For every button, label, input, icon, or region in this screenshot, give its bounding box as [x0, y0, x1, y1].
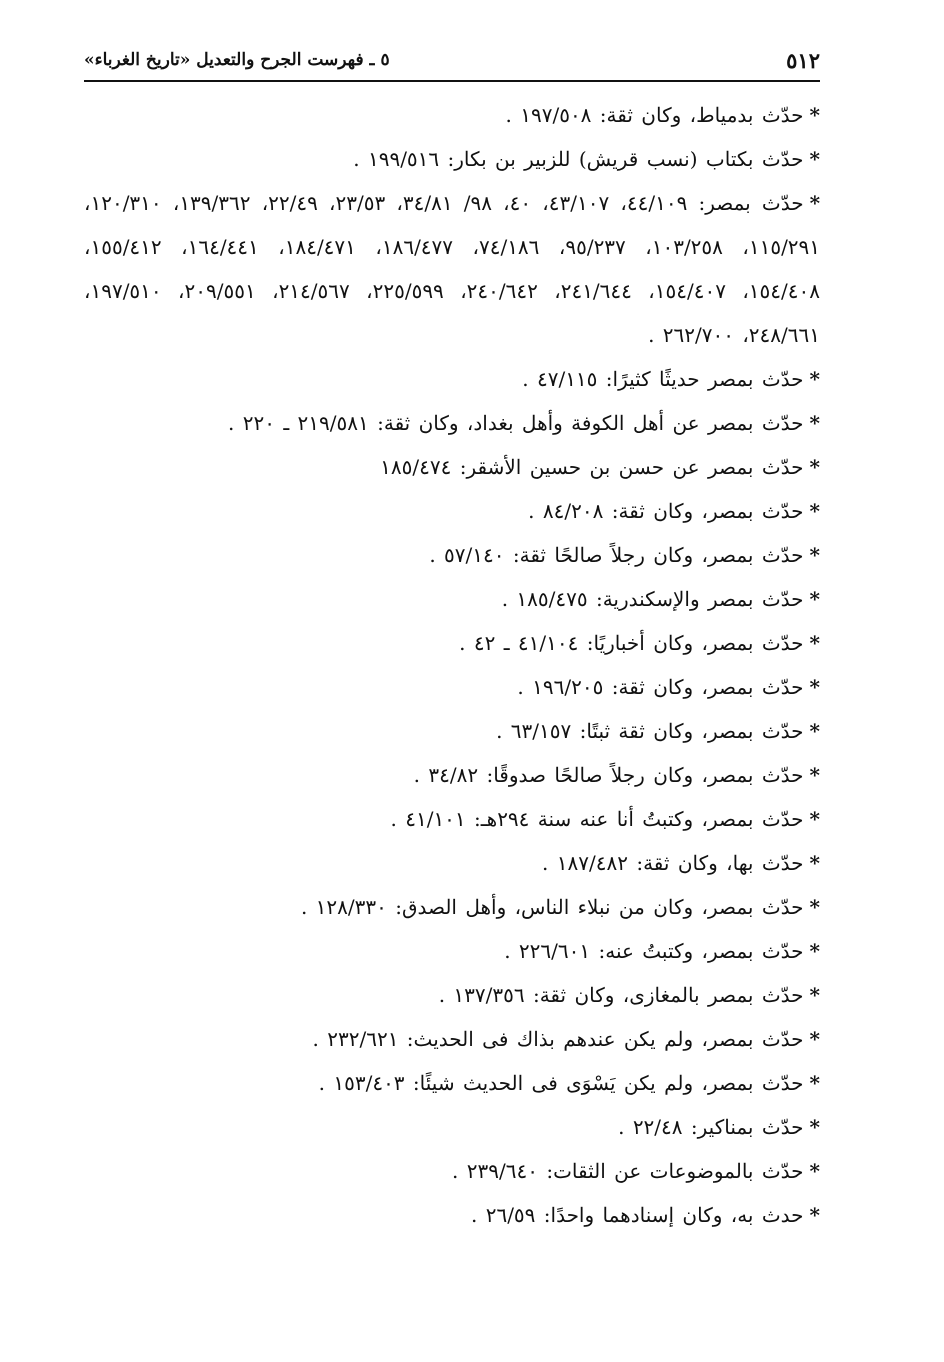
entry-text: حدّث بالموضوعات عن الثقات: ٢٣٩/٦٤٠ .	[452, 1159, 804, 1183]
index-entry	[84, 885, 820, 929]
page-header	[84, 40, 820, 80]
index-entry	[84, 1105, 820, 1149]
asterisk-bullet-icon: *	[809, 631, 820, 655]
asterisk-bullet-icon: *	[809, 147, 820, 171]
entry-text: حدّث بمصر، وكان ثقة ثبتًا: ٦٣/١٥٧ .	[496, 719, 804, 743]
asterisk-bullet-icon: *	[809, 455, 820, 479]
asterisk-bullet-icon: *	[809, 895, 820, 919]
index-entry	[84, 665, 820, 709]
entry-text: حدّث بكتاب (نسب قريش) للزبير بن بكار: ١٩٩/٥١٦ .	[353, 147, 804, 171]
asterisk-bullet-icon: *	[809, 1203, 820, 1227]
index-entry	[84, 401, 820, 445]
asterisk-bullet-icon: *	[809, 1071, 820, 1095]
entry-text: حدّث بمصر، وكتبتُ عنه: ٢٢٦/٦٠١ .	[504, 939, 804, 963]
entry-text: حدّث بمصر، وكان ثقة: ٨٤/٢٠٨ .	[528, 499, 804, 523]
asterisk-bullet-icon: *	[809, 411, 820, 435]
asterisk-bullet-icon: *	[809, 807, 820, 831]
entry-text: حدّث بمصر عن حسن بن حسين الأشقر: ١٨٥/٤٧٤	[380, 455, 804, 479]
entry-text: حدّث بمصر بالمغازى، وكان ثقة: ١٣٧/٣٥٦ .	[438, 983, 804, 1007]
index-entry	[84, 445, 820, 489]
entry-text: حدّث بمصر، ولم يكن عندهم بذاك فى الحديث: ٢٣٢/٦٢١ .	[312, 1027, 804, 1051]
entry-text: حدّث بمصر، وكان رجلاً صالحًا صدوقًا: ٣٤/٨٢ .	[413, 763, 804, 787]
entry-text: حدّث بمصر: ٤٤/١٠٩، ٤٣/١٠٧، ٤٠، ٩٨/ ٣٤/٨١، ٢٣/٥٣، ٢٢/٤٩، ١٣٩/٣٦٢، ١٢٠/٣١٠، ١١٥/٢٩١، ١٠٣/٢٥٨، ٩٥/٢٣٧، ٧٤/١٨٦، ١٨٦/٤٧٧، ١٨٤/٤٧١، ١٦٤/٤٤١، ١٥٥/٤١٢، ١٥٤/٤٠٨، ١٥٤/٤٠٧، ٢٤١/٦٤٤، ٢٤٠/٦٤٢، ٢٢٥/٥٩٩، ٢١٤/٥٦٧، ٢٠٩/٥٥١، ١٩٧/٥١٠، ٢٤٨/٦٦١، ٢٦٢/٧٠٠ .	[84, 191, 821, 347]
entry-text: حدّث بمناكير: ٢٢/٤٨ .	[618, 1115, 804, 1139]
index-entry	[84, 357, 820, 401]
index-entry	[84, 489, 820, 533]
index-entry	[84, 841, 820, 885]
entry-text: حدّث بمصر، وكان من نبلاء الناس، وأهل الصدق: ١٢٨/٣٣٠ .	[300, 895, 804, 919]
index-entry	[84, 709, 820, 753]
asterisk-bullet-icon: *	[809, 499, 820, 523]
entry-text: حدّث بمصر، وكتبتُ أنا عنه سنة ٢٩٤هـ: ٤١/١٠١ .	[390, 807, 804, 831]
index-entry	[84, 577, 820, 621]
entry-text: حدّث بمصر حديثًا كثيرًا: ٤٧/١١٥ .	[522, 367, 804, 391]
index-entry	[84, 929, 820, 973]
asterisk-bullet-icon: *	[809, 587, 820, 611]
page-number: ٥١٢	[786, 47, 820, 73]
index-entry	[84, 973, 820, 1017]
asterisk-bullet-icon: *	[809, 191, 821, 215]
index-entry	[84, 533, 820, 577]
asterisk-bullet-icon: *	[809, 1027, 820, 1051]
entry-text: حدّث بمصر عن أهل الكوفة وأهل بغداد، وكان ثقة: ٢١٩/٥٨١ ـ ٢٢٠ .	[228, 411, 804, 435]
asterisk-bullet-icon: *	[809, 939, 820, 963]
index-entry	[84, 1061, 820, 1105]
index-entry	[84, 753, 820, 797]
index-entry	[84, 181, 820, 357]
entry-text: حدّث بمصر، وكان ثقة: ١٩٦/٢٠٥ .	[517, 675, 804, 699]
entry-text: حدّث بها، وكان ثقة: ١٨٧/٤٨٢ .	[542, 851, 804, 875]
asterisk-bullet-icon: *	[809, 983, 820, 1007]
entry-text: حدث به، وكان إسنادهما واحدًا: ٢٦/٥٩ .	[470, 1203, 804, 1227]
index-entry	[84, 93, 820, 137]
entry-text: حدّث بمصر، وكان أخباريًا: ٤١/١٠٤ ـ ٤٢ .	[459, 631, 804, 655]
entry-text: حدّث بدمياط، وكان ثقة: ١٩٧/٥٠٨ .	[505, 103, 804, 127]
running-title: ٥ ـ فهرست الجرح والتعديل «تاريخ الغرباء»	[84, 50, 390, 70]
asterisk-bullet-icon: *	[809, 367, 820, 391]
index-entry	[84, 621, 820, 665]
asterisk-bullet-icon: *	[809, 1115, 820, 1139]
index-entry	[84, 1017, 820, 1061]
index-entry	[84, 1193, 820, 1237]
entry-text: حدّث بمصر، وكان رجلاً صالحًا ثقة: ٥٧/١٤٠ .	[429, 543, 804, 567]
index-entry-list	[84, 93, 820, 1237]
asterisk-bullet-icon: *	[809, 719, 820, 743]
asterisk-bullet-icon: *	[809, 675, 820, 699]
asterisk-bullet-icon: *	[809, 851, 820, 875]
asterisk-bullet-icon: *	[809, 763, 820, 787]
entry-text: حدّث بمصر والإسكندرية: ١٨٥/٤٧٥ .	[501, 587, 804, 611]
index-entry	[84, 137, 820, 181]
asterisk-bullet-icon: *	[809, 103, 820, 127]
index-entry	[84, 797, 820, 841]
header-rule	[84, 80, 820, 82]
index-entry	[84, 1149, 820, 1193]
asterisk-bullet-icon: *	[809, 1159, 820, 1183]
asterisk-bullet-icon: *	[809, 543, 820, 567]
entry-text: حدّث بمصر، ولم يكن يَسْوَى فى الحديث شيئًا: ١٥٣/٤٠٣ .	[318, 1071, 804, 1095]
